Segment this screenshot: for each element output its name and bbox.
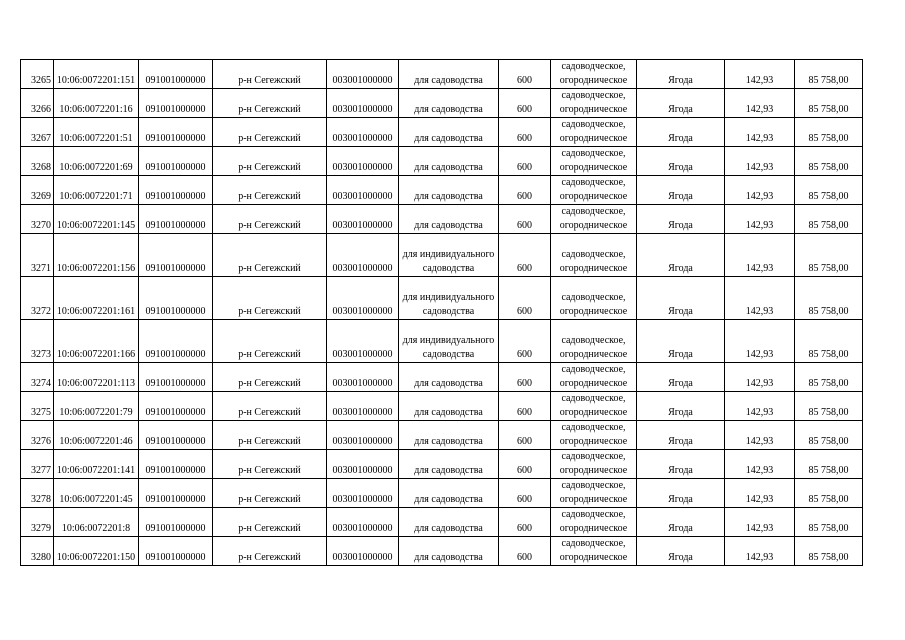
land-use-type-cell: садоводческое, огородническое — [551, 450, 637, 479]
permitted-use-cell: для садоводства — [399, 89, 499, 118]
okato-code-cell: 091001000000 — [139, 421, 213, 450]
cadastral-value-cell: 85 758,00 — [795, 118, 863, 147]
district-cell: р-н Сегежский — [213, 421, 327, 450]
row-number-cell: 3268 — [21, 147, 54, 176]
okato-code-cell: 091001000000 — [139, 320, 213, 363]
partnership-name-cell: Ягода — [637, 392, 725, 421]
permitted-use-cell: для индивидуального садоводства — [399, 234, 499, 277]
partnership-name-cell: Ягода — [637, 277, 725, 320]
cadastral-value-cell: 85 758,00 — [795, 479, 863, 508]
permitted-use-cell: для садоводства — [399, 450, 499, 479]
land-use-type-cell: садоводческое, огородническое — [551, 118, 637, 147]
table-row — [21, 89, 863, 118]
area-cell: 600 — [499, 205, 551, 234]
area-cell: 600 — [499, 234, 551, 277]
district-cell: р-н Сегежский — [213, 234, 327, 277]
partnership-name-cell: Ягода — [637, 363, 725, 392]
okato-code-cell: 091001000000 — [139, 234, 213, 277]
partnership-name-cell: Ягода — [637, 118, 725, 147]
cadastral-number-cell: 10:06:0072201:166 — [54, 320, 139, 363]
land-use-type-cell: садоводческое, огородническое — [551, 479, 637, 508]
table-row — [21, 176, 863, 205]
oktmo-code-cell: 003001000000 — [327, 60, 399, 89]
district-cell: р-н Сегежский — [213, 205, 327, 234]
partnership-name-cell: Ягода — [637, 147, 725, 176]
row-number-cell: 3274 — [21, 363, 54, 392]
partnership-name-cell: Ягода — [637, 89, 725, 118]
row-number-cell: 3269 — [21, 176, 54, 205]
land-use-type-cell: садоводческое, огородническое — [551, 147, 637, 176]
area-cell: 600 — [499, 537, 551, 566]
partnership-name-cell: Ягода — [637, 450, 725, 479]
partnership-name-cell: Ягода — [637, 320, 725, 363]
permitted-use-cell: для индивидуального садоводства — [399, 277, 499, 320]
district-cell: р-н Сегежский — [213, 508, 327, 537]
district-cell: р-н Сегежский — [213, 89, 327, 118]
land-use-type-cell: садоводческое, огородническое — [551, 234, 637, 277]
oktmo-code-cell: 003001000000 — [327, 363, 399, 392]
cadastral-number-cell: 10:06:0072201:161 — [54, 277, 139, 320]
district-cell: р-н Сегежский — [213, 450, 327, 479]
land-use-type-cell: садоводческое, огородническое — [551, 60, 637, 89]
okato-code-cell: 091001000000 — [139, 89, 213, 118]
district-cell: р-н Сегежский — [213, 176, 327, 205]
row-number-cell: 3278 — [21, 479, 54, 508]
cadastral-value-cell: 85 758,00 — [795, 363, 863, 392]
table-row — [21, 537, 863, 566]
partnership-name-cell: Ягода — [637, 479, 725, 508]
district-cell: р-н Сегежский — [213, 479, 327, 508]
okato-code-cell: 091001000000 — [139, 363, 213, 392]
land-use-type-cell: садоводческое, огородническое — [551, 392, 637, 421]
area-cell: 600 — [499, 118, 551, 147]
partnership-name-cell: Ягода — [637, 421, 725, 450]
specific-value-cell: 142,93 — [725, 234, 795, 277]
cadastral-value-cell: 85 758,00 — [795, 205, 863, 234]
table-row — [21, 421, 863, 450]
cadastral-number-cell: 10:06:0072201:141 — [54, 450, 139, 479]
cadastral-value-cell: 85 758,00 — [795, 392, 863, 421]
row-number-cell: 3276 — [21, 421, 54, 450]
specific-value-cell: 142,93 — [725, 320, 795, 363]
table-row — [21, 320, 863, 363]
district-cell: р-н Сегежский — [213, 118, 327, 147]
district-cell: р-н Сегежский — [213, 277, 327, 320]
specific-value-cell: 142,93 — [725, 118, 795, 147]
district-cell: р-н Сегежский — [213, 320, 327, 363]
oktmo-code-cell: 003001000000 — [327, 176, 399, 205]
permitted-use-cell: для садоводства — [399, 537, 499, 566]
area-cell: 600 — [499, 147, 551, 176]
row-number-cell: 3275 — [21, 392, 54, 421]
specific-value-cell: 142,93 — [725, 537, 795, 566]
specific-value-cell: 142,93 — [725, 363, 795, 392]
row-number-cell: 3272 — [21, 277, 54, 320]
area-cell: 600 — [499, 421, 551, 450]
cadastral-number-cell: 10:06:0072201:156 — [54, 234, 139, 277]
land-use-type-cell: садоводческое, огородническое — [551, 205, 637, 234]
row-number-cell: 3267 — [21, 118, 54, 147]
permitted-use-cell: для садоводства — [399, 392, 499, 421]
row-number-cell: 3266 — [21, 89, 54, 118]
specific-value-cell: 142,93 — [725, 176, 795, 205]
okato-code-cell: 091001000000 — [139, 205, 213, 234]
permitted-use-cell: для садоводства — [399, 421, 499, 450]
table-row — [21, 234, 863, 277]
specific-value-cell: 142,93 — [725, 421, 795, 450]
land-use-type-cell: садоводческое, огородническое — [551, 537, 637, 566]
area-cell: 600 — [499, 176, 551, 205]
okato-code-cell: 091001000000 — [139, 450, 213, 479]
oktmo-code-cell: 003001000000 — [327, 392, 399, 421]
specific-value-cell: 142,93 — [725, 450, 795, 479]
table-row — [21, 479, 863, 508]
partnership-name-cell: Ягода — [637, 537, 725, 566]
cadastral-number-cell: 10:06:0072201:46 — [54, 421, 139, 450]
okato-code-cell: 091001000000 — [139, 392, 213, 421]
specific-value-cell: 142,93 — [725, 205, 795, 234]
table-row — [21, 60, 863, 89]
okato-code-cell: 091001000000 — [139, 479, 213, 508]
row-number-cell: 3273 — [21, 320, 54, 363]
table-row — [21, 118, 863, 147]
cadastral-value-cell: 85 758,00 — [795, 320, 863, 363]
area-cell: 600 — [499, 508, 551, 537]
oktmo-code-cell: 003001000000 — [327, 147, 399, 176]
specific-value-cell: 142,93 — [725, 392, 795, 421]
specific-value-cell: 142,93 — [725, 147, 795, 176]
table-row — [21, 363, 863, 392]
table-row — [21, 277, 863, 320]
okato-code-cell: 091001000000 — [139, 537, 213, 566]
cadastral-value-cell: 85 758,00 — [795, 421, 863, 450]
partnership-name-cell: Ягода — [637, 234, 725, 277]
cadastral-number-cell: 10:06:0072201:150 — [54, 537, 139, 566]
land-use-type-cell: садоводческое, огородническое — [551, 508, 637, 537]
cadastral-value-cell: 85 758,00 — [795, 277, 863, 320]
land-plots-table — [20, 59, 863, 566]
oktmo-code-cell: 003001000000 — [327, 205, 399, 234]
cadastral-value-cell: 85 758,00 — [795, 537, 863, 566]
partnership-name-cell: Ягода — [637, 205, 725, 234]
land-use-type-cell: садоводческое, огородническое — [551, 89, 637, 118]
cadastral-value-cell: 85 758,00 — [795, 508, 863, 537]
permitted-use-cell: для садоводства — [399, 147, 499, 176]
oktmo-code-cell: 003001000000 — [327, 234, 399, 277]
okato-code-cell: 091001000000 — [139, 147, 213, 176]
oktmo-code-cell: 003001000000 — [327, 89, 399, 118]
permitted-use-cell: для садоводства — [399, 176, 499, 205]
area-cell: 600 — [499, 320, 551, 363]
okato-code-cell: 091001000000 — [139, 277, 213, 320]
permitted-use-cell: для садоводства — [399, 205, 499, 234]
cadastral-value-cell: 85 758,00 — [795, 176, 863, 205]
land-use-type-cell: садоводческое, огородническое — [551, 320, 637, 363]
table-row — [21, 450, 863, 479]
district-cell: р-н Сегежский — [213, 147, 327, 176]
land-use-type-cell: садоводческое, огородническое — [551, 363, 637, 392]
row-number-cell: 3265 — [21, 60, 54, 89]
permitted-use-cell: для садоводства — [399, 60, 499, 89]
cadastral-number-cell: 10:06:0072201:8 — [54, 508, 139, 537]
oktmo-code-cell: 003001000000 — [327, 277, 399, 320]
oktmo-code-cell: 003001000000 — [327, 320, 399, 363]
district-cell: р-н Сегежский — [213, 392, 327, 421]
cadastral-value-cell: 85 758,00 — [795, 89, 863, 118]
cadastral-number-cell: 10:06:0072201:113 — [54, 363, 139, 392]
table-row — [21, 205, 863, 234]
cadastral-value-cell: 85 758,00 — [795, 234, 863, 277]
specific-value-cell: 142,93 — [725, 479, 795, 508]
row-number-cell: 3280 — [21, 537, 54, 566]
cadastral-number-cell: 10:06:0072201:16 — [54, 89, 139, 118]
cadastral-number-cell: 10:06:0072201:151 — [54, 60, 139, 89]
permitted-use-cell: для садоводства — [399, 118, 499, 147]
cadastral-number-cell: 10:06:0072201:45 — [54, 479, 139, 508]
area-cell: 600 — [499, 363, 551, 392]
district-cell: р-н Сегежский — [213, 60, 327, 89]
row-number-cell: 3271 — [21, 234, 54, 277]
cadastral-number-cell: 10:06:0072201:69 — [54, 147, 139, 176]
cadastral-number-cell: 10:06:0072201:145 — [54, 205, 139, 234]
oktmo-code-cell: 003001000000 — [327, 450, 399, 479]
specific-value-cell: 142,93 — [725, 277, 795, 320]
permitted-use-cell: для садоводства — [399, 363, 499, 392]
area-cell: 600 — [499, 392, 551, 421]
okato-code-cell: 091001000000 — [139, 118, 213, 147]
partnership-name-cell: Ягода — [637, 508, 725, 537]
permitted-use-cell: для садоводства — [399, 508, 499, 537]
row-number-cell: 3277 — [21, 450, 54, 479]
district-cell: р-н Сегежский — [213, 537, 327, 566]
specific-value-cell: 142,93 — [725, 508, 795, 537]
oktmo-code-cell: 003001000000 — [327, 508, 399, 537]
okato-code-cell: 091001000000 — [139, 60, 213, 89]
oktmo-code-cell: 003001000000 — [327, 479, 399, 508]
permitted-use-cell: для индивидуального садоводства — [399, 320, 499, 363]
specific-value-cell: 142,93 — [725, 89, 795, 118]
area-cell: 600 — [499, 450, 551, 479]
table-body — [21, 60, 863, 566]
table-row — [21, 508, 863, 537]
permitted-use-cell: для садоводства — [399, 479, 499, 508]
partnership-name-cell: Ягода — [637, 176, 725, 205]
area-cell: 600 — [499, 89, 551, 118]
district-cell: р-н Сегежский — [213, 363, 327, 392]
partnership-name-cell: Ягода — [637, 60, 725, 89]
land-use-type-cell: садоводческое, огородническое — [551, 176, 637, 205]
oktmo-code-cell: 003001000000 — [327, 537, 399, 566]
cadastral-value-cell: 85 758,00 — [795, 147, 863, 176]
cadastral-number-cell: 10:06:0072201:51 — [54, 118, 139, 147]
okato-code-cell: 091001000000 — [139, 176, 213, 205]
okato-code-cell: 091001000000 — [139, 508, 213, 537]
cadastral-number-cell: 10:06:0072201:79 — [54, 392, 139, 421]
oktmo-code-cell: 003001000000 — [327, 421, 399, 450]
table-row — [21, 392, 863, 421]
row-number-cell: 3279 — [21, 508, 54, 537]
cadastral-value-cell: 85 758,00 — [795, 450, 863, 479]
area-cell: 600 — [499, 60, 551, 89]
table-row — [21, 147, 863, 176]
area-cell: 600 — [499, 479, 551, 508]
row-number-cell: 3270 — [21, 205, 54, 234]
land-use-type-cell: садоводческое, огородническое — [551, 277, 637, 320]
land-use-type-cell: садоводческое, огородническое — [551, 421, 637, 450]
oktmo-code-cell: 003001000000 — [327, 118, 399, 147]
area-cell: 600 — [499, 277, 551, 320]
cadastral-value-cell: 85 758,00 — [795, 60, 863, 89]
cadastral-number-cell: 10:06:0072201:71 — [54, 176, 139, 205]
specific-value-cell: 142,93 — [725, 60, 795, 89]
